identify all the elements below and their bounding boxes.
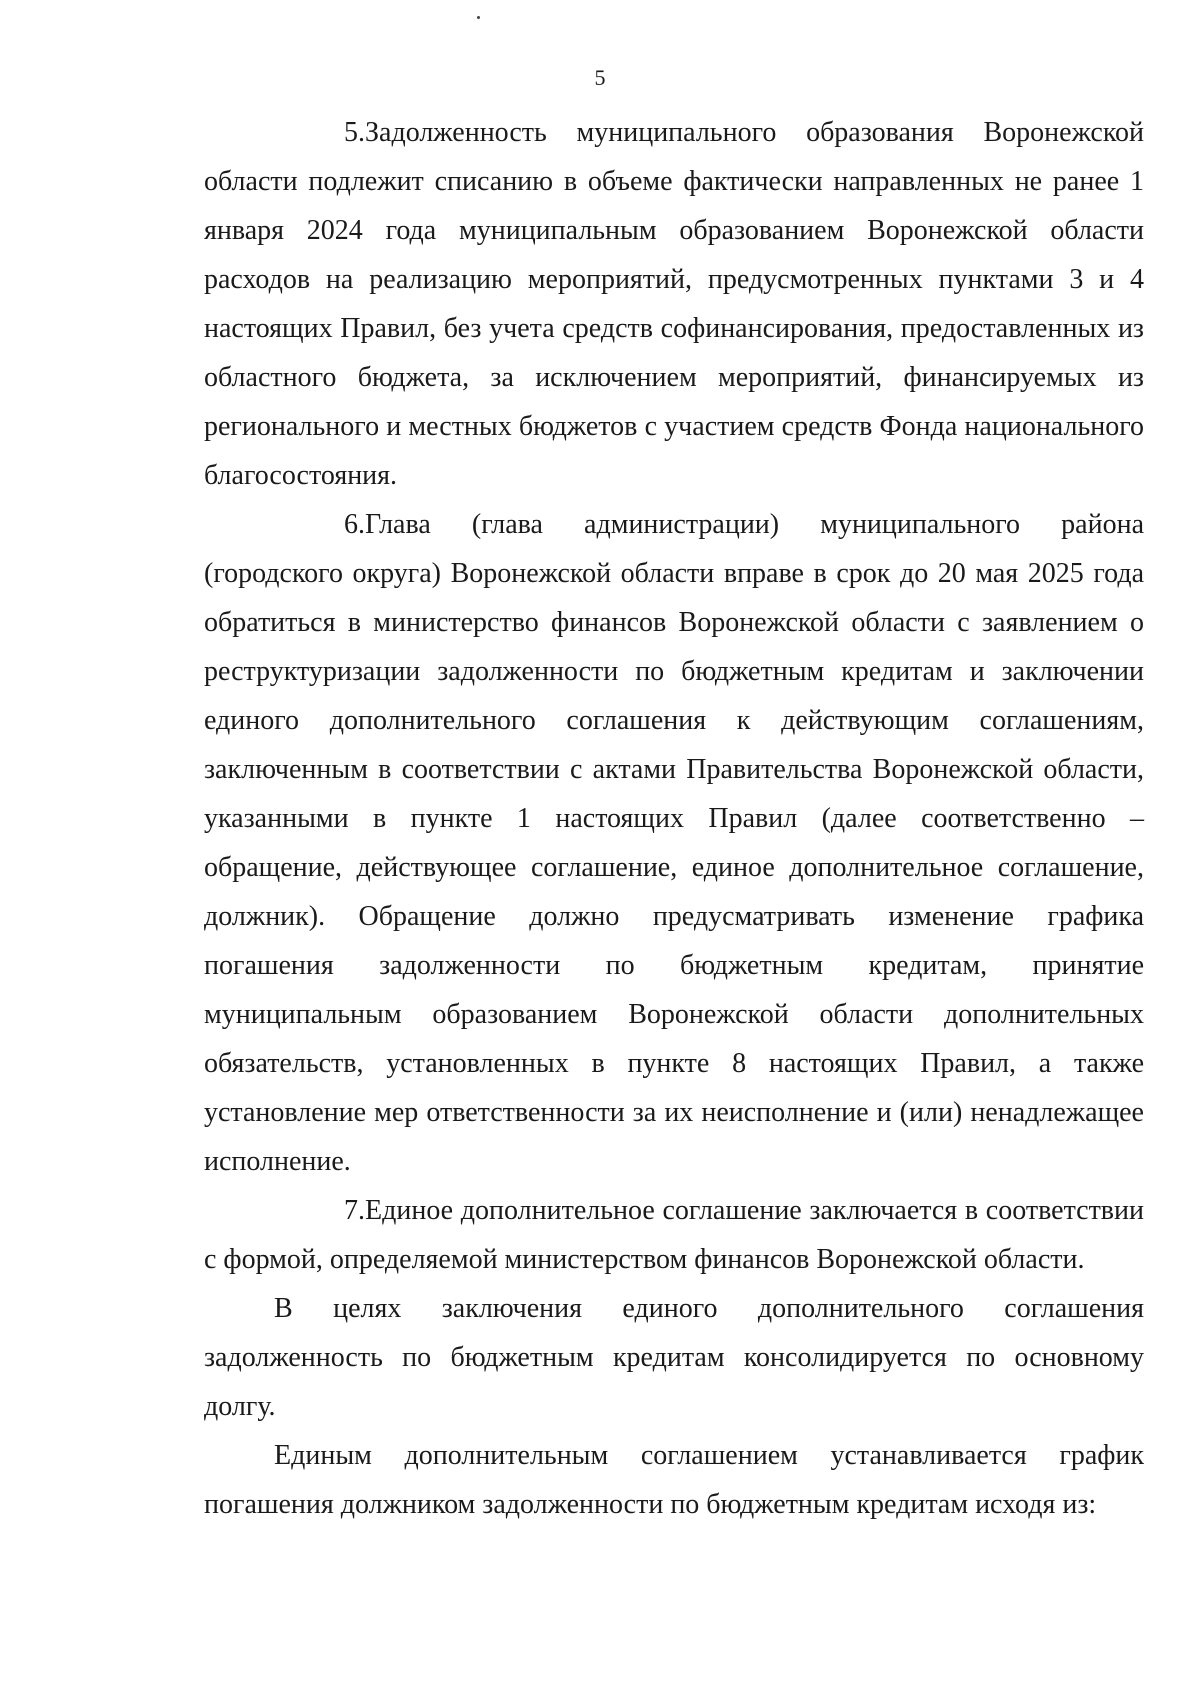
paragraph-number: 7. — [344, 1195, 365, 1226]
scan-speck — [477, 16, 480, 19]
paragraph-7-part-2 — [204, 1284, 1144, 1431]
paragraph-number: 6. — [344, 509, 365, 540]
document-body — [204, 108, 1144, 1529]
paragraph-7-part-3 — [204, 1431, 1144, 1529]
paragraph-text: Единым дополнительным соглашением устанавливается график погашения должником задолженности по бюджетным кредитам исходя из: — [204, 1440, 1144, 1520]
paragraph-5 — [204, 108, 1144, 500]
paragraph-7 — [204, 1186, 1144, 1284]
paragraph-text: Глава (глава администрации) муниципального района (городского округа) Воронежской области вправе в срок до 20 мая 2025 года обратиться в министерство финансов Воронежской области с заявлением о реструктуризации задолженности по бюджетным кредитам и заключении единого дополнительного соглашения к действующим соглашениям, заключенным в соответствии с актами Правительства Воронежской области, указанными в пункте 1 настоящих Правил (далее соответственно – обращение, действующее соглашение, единое дополнительное соглашение, должник). Обращение должно предусматривать изменение графика погашения задолженности по бюджетным кредитам, принятие муниципальным образованием Воронежской области дополнительных обязательств, установленных в пункте 8 настоящих Правил, а также установление мер ответственности за их неисполнение и (или) ненадлежащее исполнение. — [204, 509, 1144, 1177]
paragraph-text: Задолженность муниципального образования Воронежской области подлежит списанию в объеме фактически направленных не ранее 1 января 2024 года муниципальным образованием Воронежской области расходов на реализацию мероприятий, предусмотренных пунктами 3 и 4 настоящих Правил, без учета средств софинансирования, предоставленных из областного бюджета, за исключением мероприятий, финансируемых из регионального и местных бюджетов с участием средств Фонда национального благосостояния. — [204, 117, 1144, 491]
paragraph-text: В целях заключения единого дополнительного соглашения задолженность по бюджетным кредитам консолидируется по основному долгу. — [204, 1293, 1144, 1422]
paragraph-number: 5. — [344, 117, 365, 148]
paragraph-text: Единое дополнительное соглашение заключается в соответствии с формой, определяемой министерством финансов Воронежской области. — [204, 1195, 1144, 1275]
paragraph-6 — [204, 500, 1144, 1186]
page-number: 5 — [594, 65, 606, 90]
